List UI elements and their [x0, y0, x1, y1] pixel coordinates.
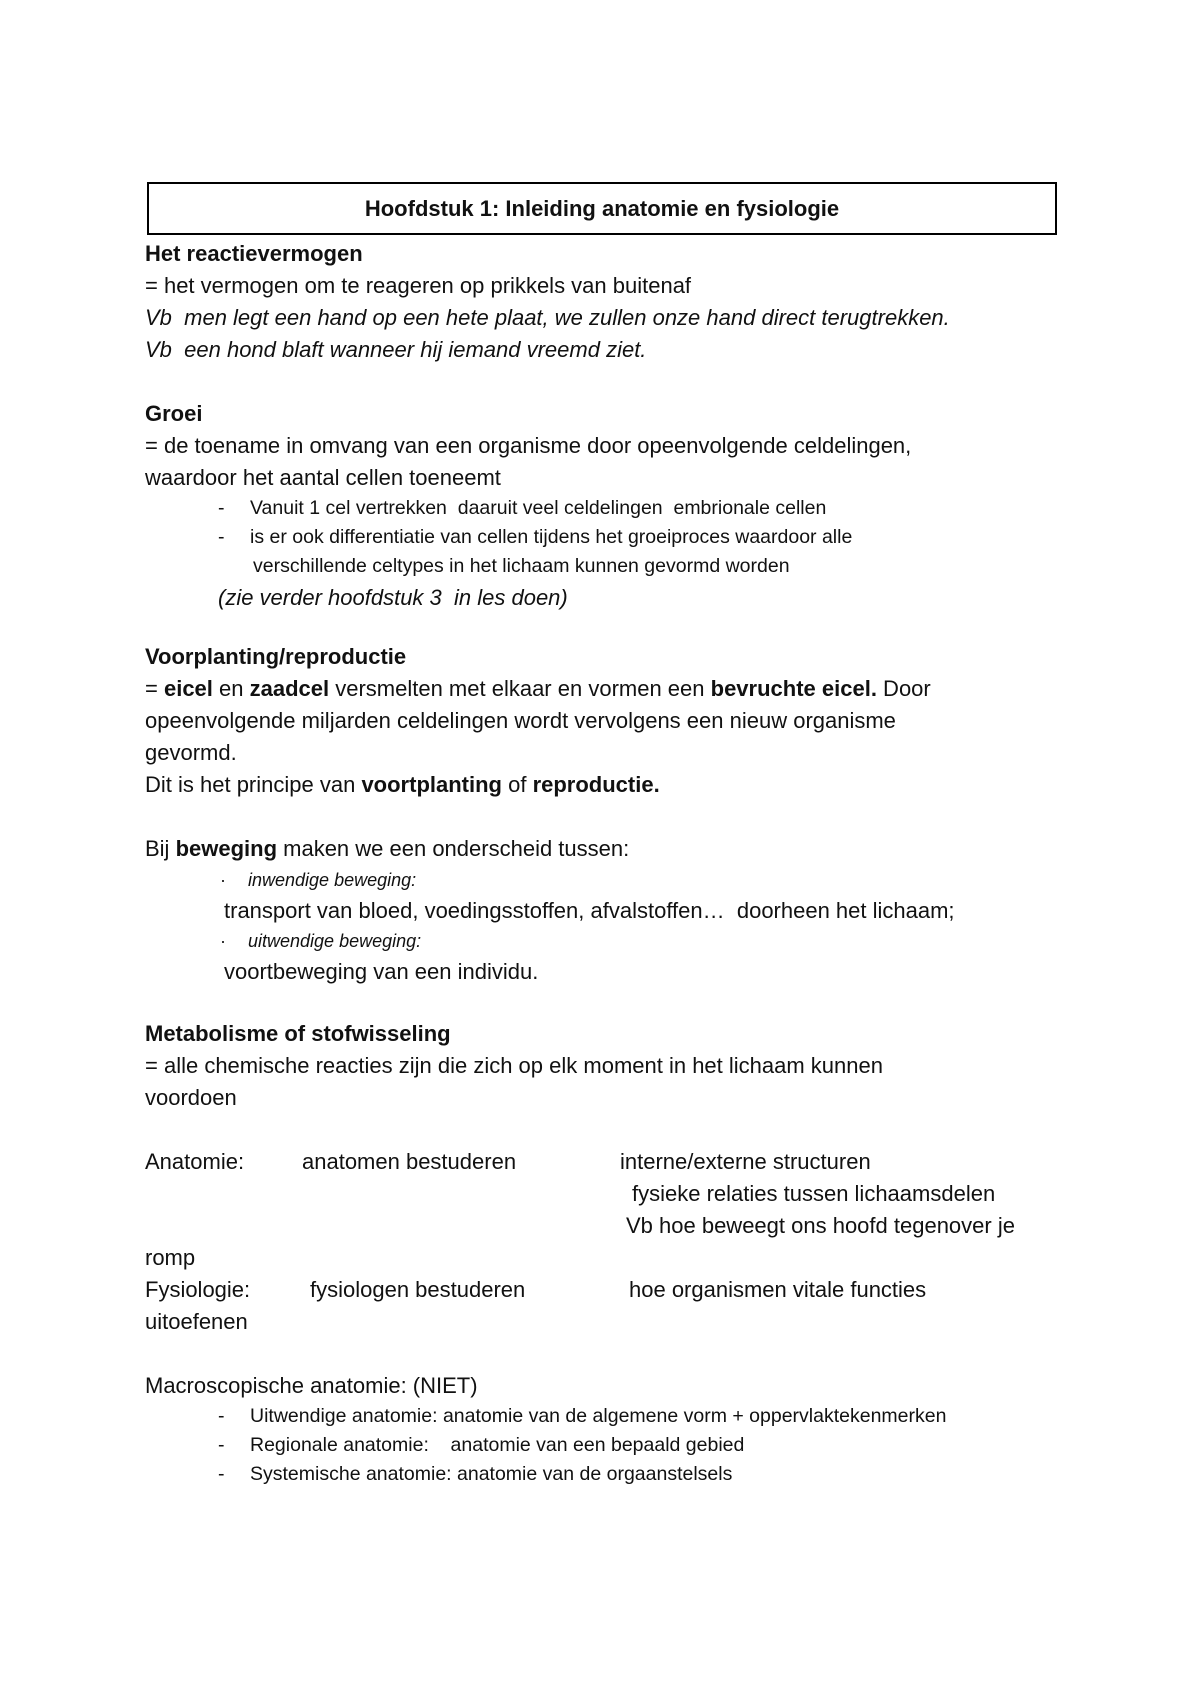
voortplanting-line4: Dit is het principe van voortplanting of reproductie.	[145, 772, 660, 797]
macro-heading: Macroscopische anatomie: (NIET)	[145, 1373, 478, 1398]
fysiologie-label: Fysiologie:	[145, 1277, 251, 1302]
definition-reactievermogen: = het vermogen om te reageren op prikkels van buitenaf	[145, 273, 692, 298]
uitwendige-beweging-text: voortbeweging van een individu.	[224, 959, 539, 984]
fysiologie-right: hoe organismen vitale functies	[629, 1277, 927, 1302]
example-reactievermogen-1: Vb men legt een hand op een hete plaat, we zullen onze hand direct terugtrekken.	[145, 305, 950, 330]
fysiologie-wrap: uitoefenen	[145, 1309, 248, 1334]
list-item: - Systemische anatomie: anatomie van de orgaanstelsels	[218, 1463, 733, 1485]
voortplanting-line3: gevormd.	[145, 740, 237, 765]
list-item: - is er ook differentiatie van cellen tijdens het groeiproces waardoor alle	[218, 526, 853, 548]
anatomie-right-3: Vb hoe beweegt ons hoofd tegenover je	[626, 1213, 1015, 1238]
list-item: - Regionale anatomie: anatomie van een bepaald gebied	[218, 1434, 745, 1456]
definition-groei-line1: = de toename in omvang van een organisme door opeenvolgende celdelingen,	[145, 433, 912, 458]
document-body	[145, 238, 1065, 1489]
list-item: - Vanuit 1 cel vertrekken daaruit veel celdelingen embrionale cellen	[218, 497, 827, 519]
heading-reactievermogen: Het reactievermogen	[145, 241, 363, 266]
groei-list	[145, 494, 1065, 581]
anatomie-wrap: romp	[145, 1245, 196, 1270]
list-item-continuation: verschillende celtypes in het lichaam kunnen gevormd worden	[253, 555, 790, 577]
voortplanting-line2: opeenvolgende miljarden celdelingen wordt vervolgens een nieuw organisme	[145, 708, 896, 733]
groei-note: (zie verder hoofdstuk 3 in les doen)	[218, 585, 568, 610]
definition-groei-line2: waardoor het aantal cellen toeneemt	[145, 465, 501, 490]
heading-metabolisme: Metabolisme of stofwisseling	[145, 1021, 451, 1046]
anatomie-label: Anatomie:	[145, 1149, 245, 1174]
chapter-title: Hoofdstuk 1: Inleiding anatomie en fysiologie	[147, 182, 1057, 235]
macro-list	[145, 1402, 1065, 1489]
anatomie-row-2	[145, 1178, 1065, 1210]
anatomie-mid: anatomen bestuderen	[302, 1149, 517, 1174]
bullet-uitwendige-beweging: · uitwendige beweging:	[220, 931, 422, 951]
beweging-intro: Bij beweging maken we een onderscheid tussen:	[145, 836, 630, 861]
heading-voortplanting: Voorplanting/reproductie	[145, 644, 407, 669]
example-reactievermogen-2: Vb een hond blaft wanneer hij iemand vreemd ziet.	[145, 337, 647, 362]
metabolisme-line2: voordoen	[145, 1085, 237, 1110]
anatomie-row-3	[145, 1210, 1065, 1242]
inwendige-beweging-text: transport van bloed, voedingsstoffen, afvalstoffen… doorheen het lichaam;	[224, 898, 955, 923]
bullet-inwendige-beweging: · inwendige beweging:	[220, 870, 417, 890]
anatomie-right-1: interne/externe structuren	[620, 1149, 871, 1174]
heading-groei: Groei	[145, 401, 203, 426]
fysiologie-row	[145, 1274, 1065, 1306]
anatomie-row	[145, 1146, 1065, 1178]
metabolisme-line1: = alle chemische reacties zijn die zich op elk moment in het lichaam kunnen	[145, 1053, 883, 1078]
fysiologie-mid: fysiologen bestuderen	[310, 1277, 526, 1302]
voortplanting-line1: = eicel en zaadcel versmelten met elkaar en vormen een bevruchte eicel. Door	[145, 676, 931, 701]
anatomie-right-2: fysieke relaties tussen lichaamsdelen	[632, 1181, 996, 1206]
list-item: - Uitwendige anatomie: anatomie van de algemene vorm + oppervlaktekenmerken	[218, 1405, 947, 1427]
